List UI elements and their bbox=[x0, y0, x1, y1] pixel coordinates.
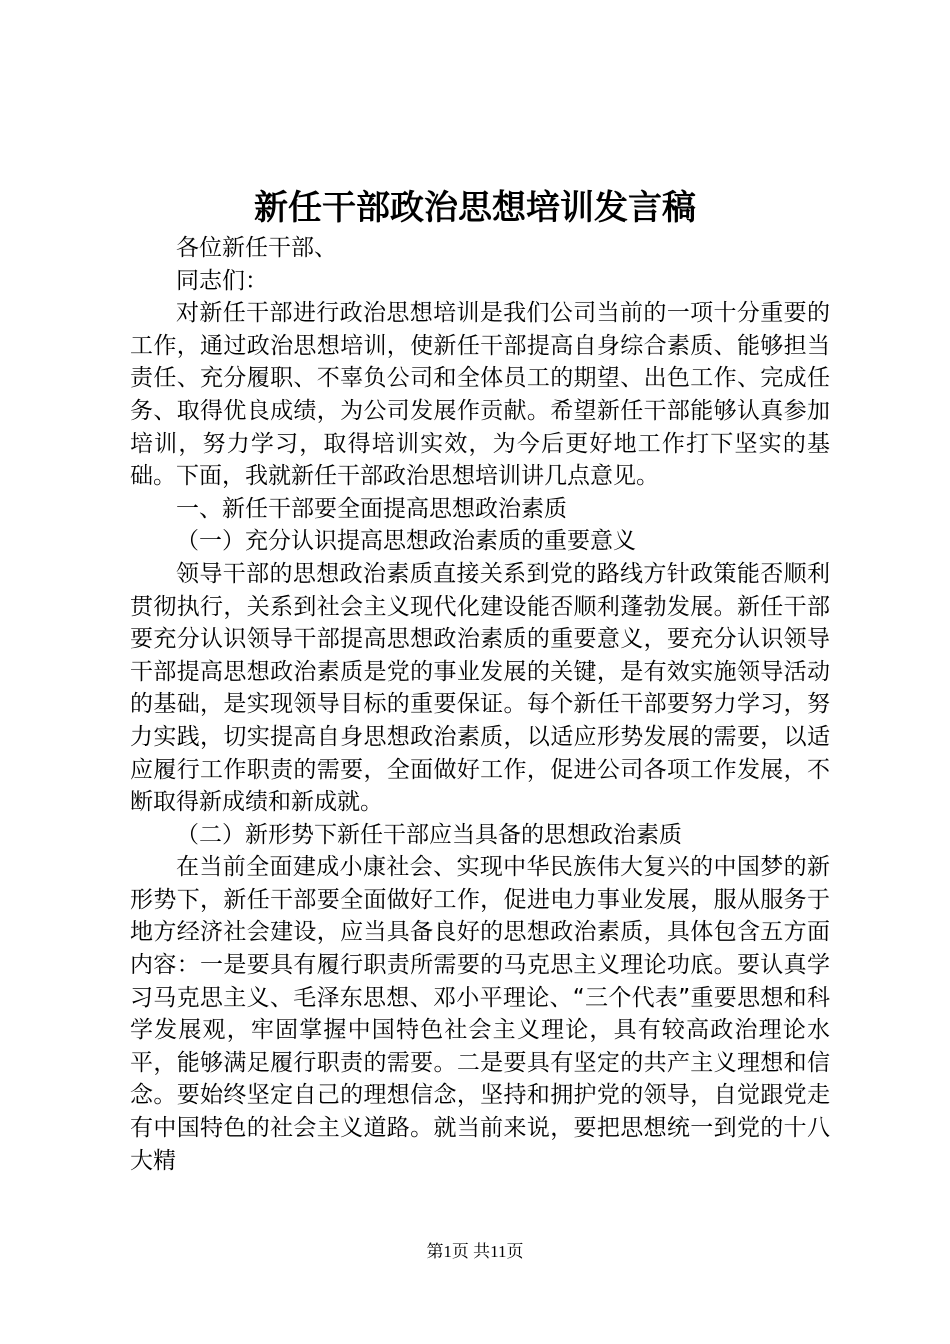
subsection-heading: （二）新形势下新任干部应当具备的思想政治素质 bbox=[176, 821, 682, 848]
salutation-line: 各位新任干部、 bbox=[176, 235, 337, 261]
subsection-heading: （一）充分认识提高思想政治素质的重要意义 bbox=[176, 528, 636, 555]
body-paragraph: 在当前全面建成小康社会、实现中华民族伟大复兴的中国梦的新形势下，新任干部要全面做好工作，促进电力事业发展，服从服务于地方经济社会建设，应当具备良好的思想政治素质，具体包含五方面内容：一是要具有履行职责所需要的马克思主义理论功底。要认真学习马克思主义、毛泽东思想、邓小平理论、“三个代表”重要思想和科学发展观，牢固掌握中国特色社会主义理论，具有较高政治理论水平，能够满足履行职责的需要。二是要具有坚定的共产主义理想和信念。要始终坚定自己的理想信念，坚持和拥护党的领导，自觉跟党走有中国特色的社会主义道路。就当前来说，要把思想统一到党的十八大精 bbox=[130, 854, 830, 1174]
page-footer: 第1页 共11页 bbox=[426, 1242, 524, 1261]
body-paragraph: 对新任干部进行政治思想培训是我们公司当前的一项十分重要的工作，通过政治思想培训，使新任干部提高自身综合素质、能够担当责任、充分履职、不辜负公司和全体员工的期望、出色工作、完成任务、取得优良成绩，为公司发展作贡献。希望新任干部能够认真参加培训，努力学习，取得培训实效，为今后更好地工作打下坚实的基础。下面，我就新任干部政治思想培训讲几点意见。 bbox=[130, 300, 830, 490]
body-paragraph: 领导干部的思想政治素质直接关系到党的路线方针政策能否顺利贯彻执行，关系到社会主义现代化建设能否顺利蓬勃发展。新任干部要充分认识领导干部提高思想政治素质的重要意义，要充分认识领导干部提高思想政治素质是党的事业发展的关键，是有效实施领导活动的基础，是实现领导目标的重要保证。每个新任干部要努力学习，努力实践，切实提高自身思想政治素质，以适应形势发展的需要，以适应履行工作职责的需要，全面做好工作，促进公司各项工作发展，不断取得新成绩和新成就。 bbox=[130, 560, 830, 816]
section-heading: 一、新任干部要全面提高思想政治素质 bbox=[176, 495, 567, 522]
document-body bbox=[130, 232, 830, 1177]
salutation-line: 同志们： bbox=[176, 267, 268, 294]
document-title: 新任干部政治思想培训发言稿 bbox=[254, 188, 696, 228]
